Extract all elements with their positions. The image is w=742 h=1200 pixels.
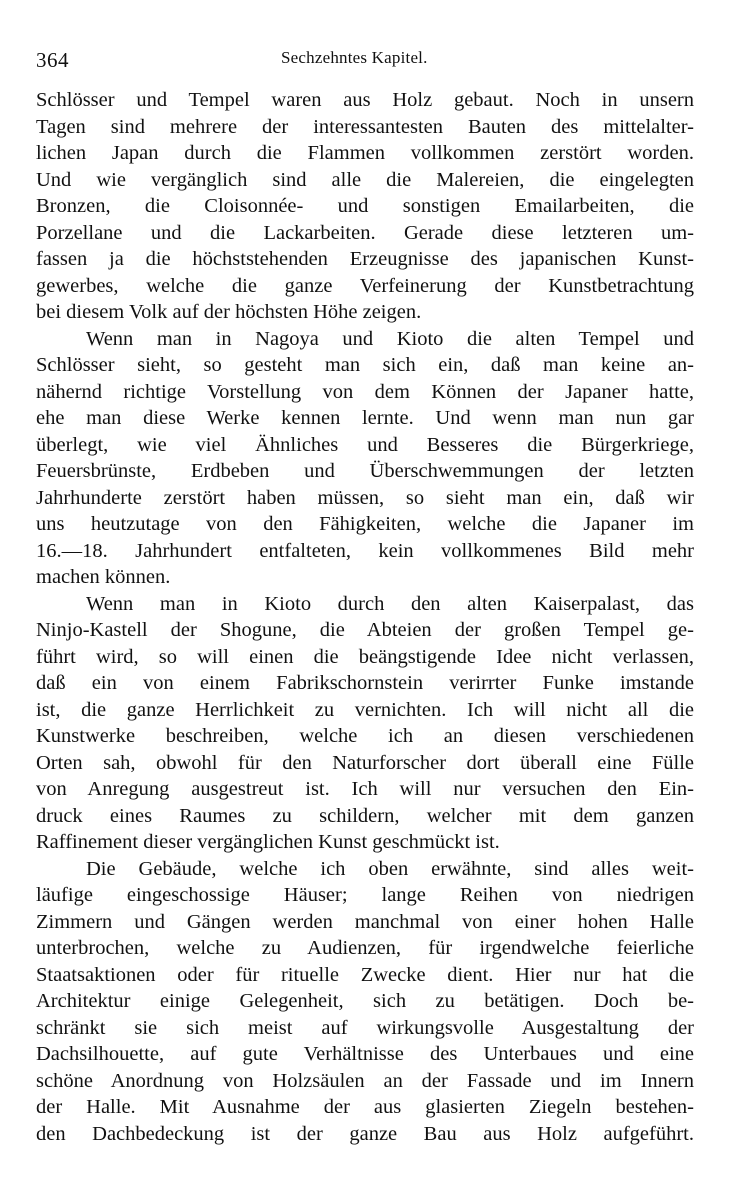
text-line: Dachsilhouette, auf gute Verhältnisse des Unterbaues und eine (36, 1043, 694, 1065)
text-line: führt wird, so will einen die beängstigende Idee nicht verlassen, (36, 645, 694, 668)
text-line: Und wie vergänglich sind alle die Malereien, die eingelegten (36, 168, 694, 191)
text-line: bei diesem Volk auf der höchsten Höhe zeigen. (36, 301, 422, 323)
text-line: Die Gebäude, welche ich oben erwähnte, sind alles weit- (86, 857, 694, 880)
text-line: unterbrochen, welche zu Audienzen, für irgendwelche feierliche (36, 937, 694, 959)
text-line: 16.—18. Jahrhundert entfalteten, kein vollkommenes Bild mehr (36, 539, 694, 562)
text-line: Feuersbrünste, Erdbeben und Überschwemmungen der letzten (36, 460, 694, 482)
text-line: von Anregung ausgestreut ist. Ich will nur versuchen den Ein- (36, 778, 694, 800)
text-line: gewerbes, welche die ganze Verfeinerung der Kunstbetrachtung (36, 274, 694, 297)
text-line: nähernd richtige Vorstellung von dem Können der Japaner hatte, (36, 380, 694, 403)
body-text (36, 87, 694, 1147)
text-line: Jahrhunderte zerstört haben müssen, so sieht man ein, daß wir (36, 486, 694, 509)
page-number: 364 (36, 48, 69, 72)
text-line: läufige eingeschossige Häuser; lange Reihen von niedrigen (36, 884, 694, 906)
text-line: fassen ja die höchststehenden Erzeugnisse des japanischen Kunst- (36, 248, 694, 270)
text-line: machen können. (36, 566, 171, 588)
text-line: Staatsaktionen oder für rituelle Zwecke dient. Hier nur hat die (36, 963, 694, 986)
text-line: Tagen sind mehrere der interessantesten Bauten des mittelalter- (36, 115, 694, 138)
text-line: Wenn man in Nagoya und Kioto die alten Tempel und (86, 327, 694, 350)
text-line: daß ein von einem Fabrikschornstein verirrter Funke imstande (36, 672, 694, 694)
text-line: schöne Anordnung von Holzsäulen an der Fassade und im Innern (36, 1069, 694, 1092)
text-line: schränkt sie sich meist auf wirkungsvolle Ausgestaltung der (36, 1016, 694, 1039)
text-line: ehe man diese Werke kennen lernte. Und wenn man nun gar (36, 407, 694, 429)
text-line: Bronzen, die Cloisonnée- und sonstigen Emailarbeiten, die (36, 195, 694, 217)
text-line: ist, die ganze Herrlichkeit zu vernichten. Ich will nicht all die (36, 698, 694, 721)
page-header (36, 48, 694, 76)
text-line: Schlösser und Tempel waren aus Holz gebaut. Noch in unsern (36, 89, 694, 111)
text-line: der Halle. Mit Ausnahme der aus glasierten Ziegeln bestehen- (36, 1096, 694, 1118)
running-title: Sechzehntes Kapitel. (281, 48, 428, 67)
text-line: Kunstwerke beschreiben, welche ich an diesen verschiedenen (36, 725, 694, 747)
text-line: Ninjo-Kastell der Shogune, die Abteien der großen Tempel ge- (36, 619, 694, 641)
text-line: Orten sah, obwohl für den Naturforscher dort überall eine Fülle (36, 751, 694, 774)
text-line: Schlösser sieht, so gesteht man sich ein, daß man keine an- (36, 354, 694, 376)
text-line: Zimmern und Gängen werden manchmal von einer hohen Halle (36, 910, 694, 933)
text-line: lichen Japan durch die Flammen vollkommen zerstört worden. (36, 142, 694, 164)
text-line: Architektur einige Gelegenheit, sich zu betätigen. Doch be- (36, 990, 694, 1012)
text-line: druck eines Raumes zu schildern, welcher mit dem ganzen (36, 804, 694, 827)
text-line: Raffinement dieser vergänglichen Kunst geschmückt ist. (36, 831, 500, 853)
text-line: den Dachbedeckung ist der ganze Bau aus Holz aufgeführt. (36, 1122, 694, 1145)
text-line: überlegt, wie viel Ähnliches und Besseres die Bürgerkriege, (36, 433, 694, 456)
text-line: uns heutzutage von den Fähigkeiten, welche die Japaner im (36, 513, 694, 535)
text-line: Wenn man in Kioto durch den alten Kaiserpalast, das (86, 592, 694, 615)
text-line: Porzellane und die Lackarbeiten. Gerade diese letzteren um- (36, 221, 694, 244)
